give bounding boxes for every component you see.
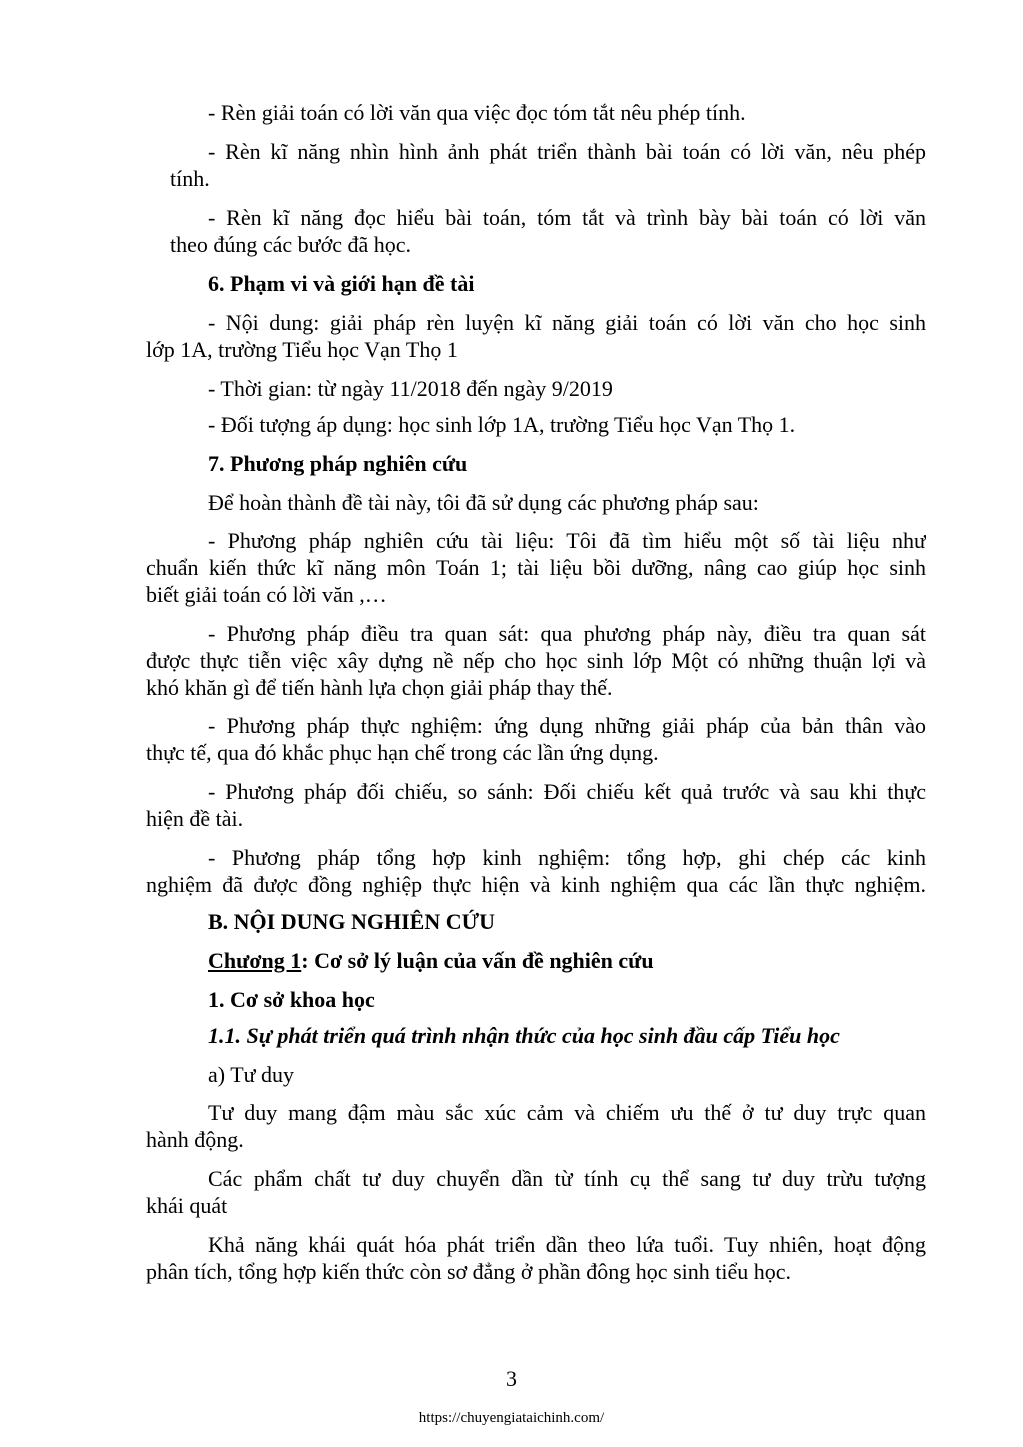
text-line: được thực tiễn việc xây dựng nề nếp cho học sinh lớp Một có những thuận lợi và — [146, 648, 926, 673]
text-line: - Rèn kĩ năng đọc hiểu bài toán, tóm tắt và trình bày bài toán có lời văn — [208, 205, 926, 230]
footer-url[interactable]: https://chuyengiataichinh.com/ — [418, 1410, 605, 1426]
chapter-title: : Cơ sở lý luận của vấn đề nghiên cứu — [301, 948, 654, 973]
text-line: lớp 1A, trường Tiểu học Vạn Thọ 1 — [146, 337, 458, 362]
subsection-heading: 1. Cơ sở khoa học — [208, 987, 375, 1012]
text-line: Khả năng khái quát hóa phát triển dần theo lứa tuổi. Tuy nhiên, hoạt động — [208, 1232, 926, 1257]
section-heading: 7. Phương pháp nghiên cứu — [208, 451, 468, 476]
text-line: - Phương pháp điều tra quan sát: qua phương pháp này, điều tra quan sát — [208, 621, 926, 646]
subsubsection-heading: 1.1. Sự phát triển quá trình nhận thức của học sinh đầu cấp Tiểu học — [208, 1023, 840, 1048]
text-line: Các phẩm chất tư duy chuyển dần từ tính cụ thể sang tư duy trừu tượng — [208, 1166, 926, 1191]
text-line: a) Tư duy — [208, 1062, 295, 1087]
chapter-heading — [208, 948, 926, 974]
text-line: hành động. — [146, 1127, 244, 1152]
text-line: - Nội dung: giải pháp rèn luyện kĩ năng giải toán có lời văn cho học sinh — [208, 310, 926, 335]
text-line: hiện đề tài. — [146, 806, 244, 831]
text-line: - Phương pháp tổng hợp kinh nghiệm: tổng hợp, ghi chép các kinh — [208, 845, 926, 870]
section-heading: 6. Phạm vi và giới hạn đề tài — [208, 271, 475, 296]
text-line: Tư duy mang đậm màu sắc xúc cảm và chiếm ưu thế ở tư duy trực quan — [208, 1100, 926, 1125]
text-line: tính. — [170, 166, 210, 191]
text-line: - Đối tượng áp dụng: học sinh lớp 1A, trường Tiểu học Vạn Thọ 1. — [208, 412, 796, 437]
text-line: - Rèn giải toán có lời văn qua việc đọc tóm tắt nêu phép tính. — [208, 100, 746, 125]
page-number: 3 — [506, 1366, 517, 1391]
text-line: Để hoàn thành đề tài này, tôi đã sử dụng các phương pháp sau: — [208, 490, 759, 515]
text-line: - Thời gian: từ ngày 11/2018 đến ngày 9/2019 — [208, 376, 613, 401]
text-line: thực tế, qua đó khắc phục hạn chế trong các lần ứng dụng. — [146, 740, 659, 765]
text-line: - Rèn kĩ năng nhìn hình ảnh phát triển thành bài toán có lời văn, nêu phép — [208, 139, 926, 164]
text-line: chuẩn kiến thức kĩ năng môn Toán 1; tài liệu bồi dưỡng, nâng cao giúp học sinh — [146, 555, 926, 580]
text-line: - Phương pháp thực nghiệm: ứng dụng những giải pháp của bản thân vào — [208, 713, 926, 738]
text-line: khái quát — [146, 1193, 228, 1218]
text-line: theo đúng các bước đã học. — [170, 232, 412, 257]
chapter-label: Chương 1 — [208, 948, 302, 973]
text-line: nghiệm đã được đồng nghiệp thực hiện và kinh nghiệm qua các lần thực nghiệm. — [146, 872, 926, 897]
text-line: phân tích, tổng hợp kiến thức còn sơ đẳng ở phần đông học sinh tiểu học. — [146, 1259, 791, 1284]
text-line: - Phương pháp nghiên cứu tài liệu: Tôi đã tìm hiểu một số tài liệu như — [208, 528, 926, 553]
text-line: biết giải toán có lời văn ,… — [146, 582, 387, 607]
part-heading: B. NỘI DUNG NGHIÊN CỨU — [208, 909, 496, 934]
text-line: khó khăn gì để tiến hành lựa chọn giải pháp thay thế. — [146, 675, 613, 700]
text-line: - Phương pháp đối chiếu, so sánh: Đối chiếu kết quả trước và sau khi thực — [208, 779, 926, 804]
